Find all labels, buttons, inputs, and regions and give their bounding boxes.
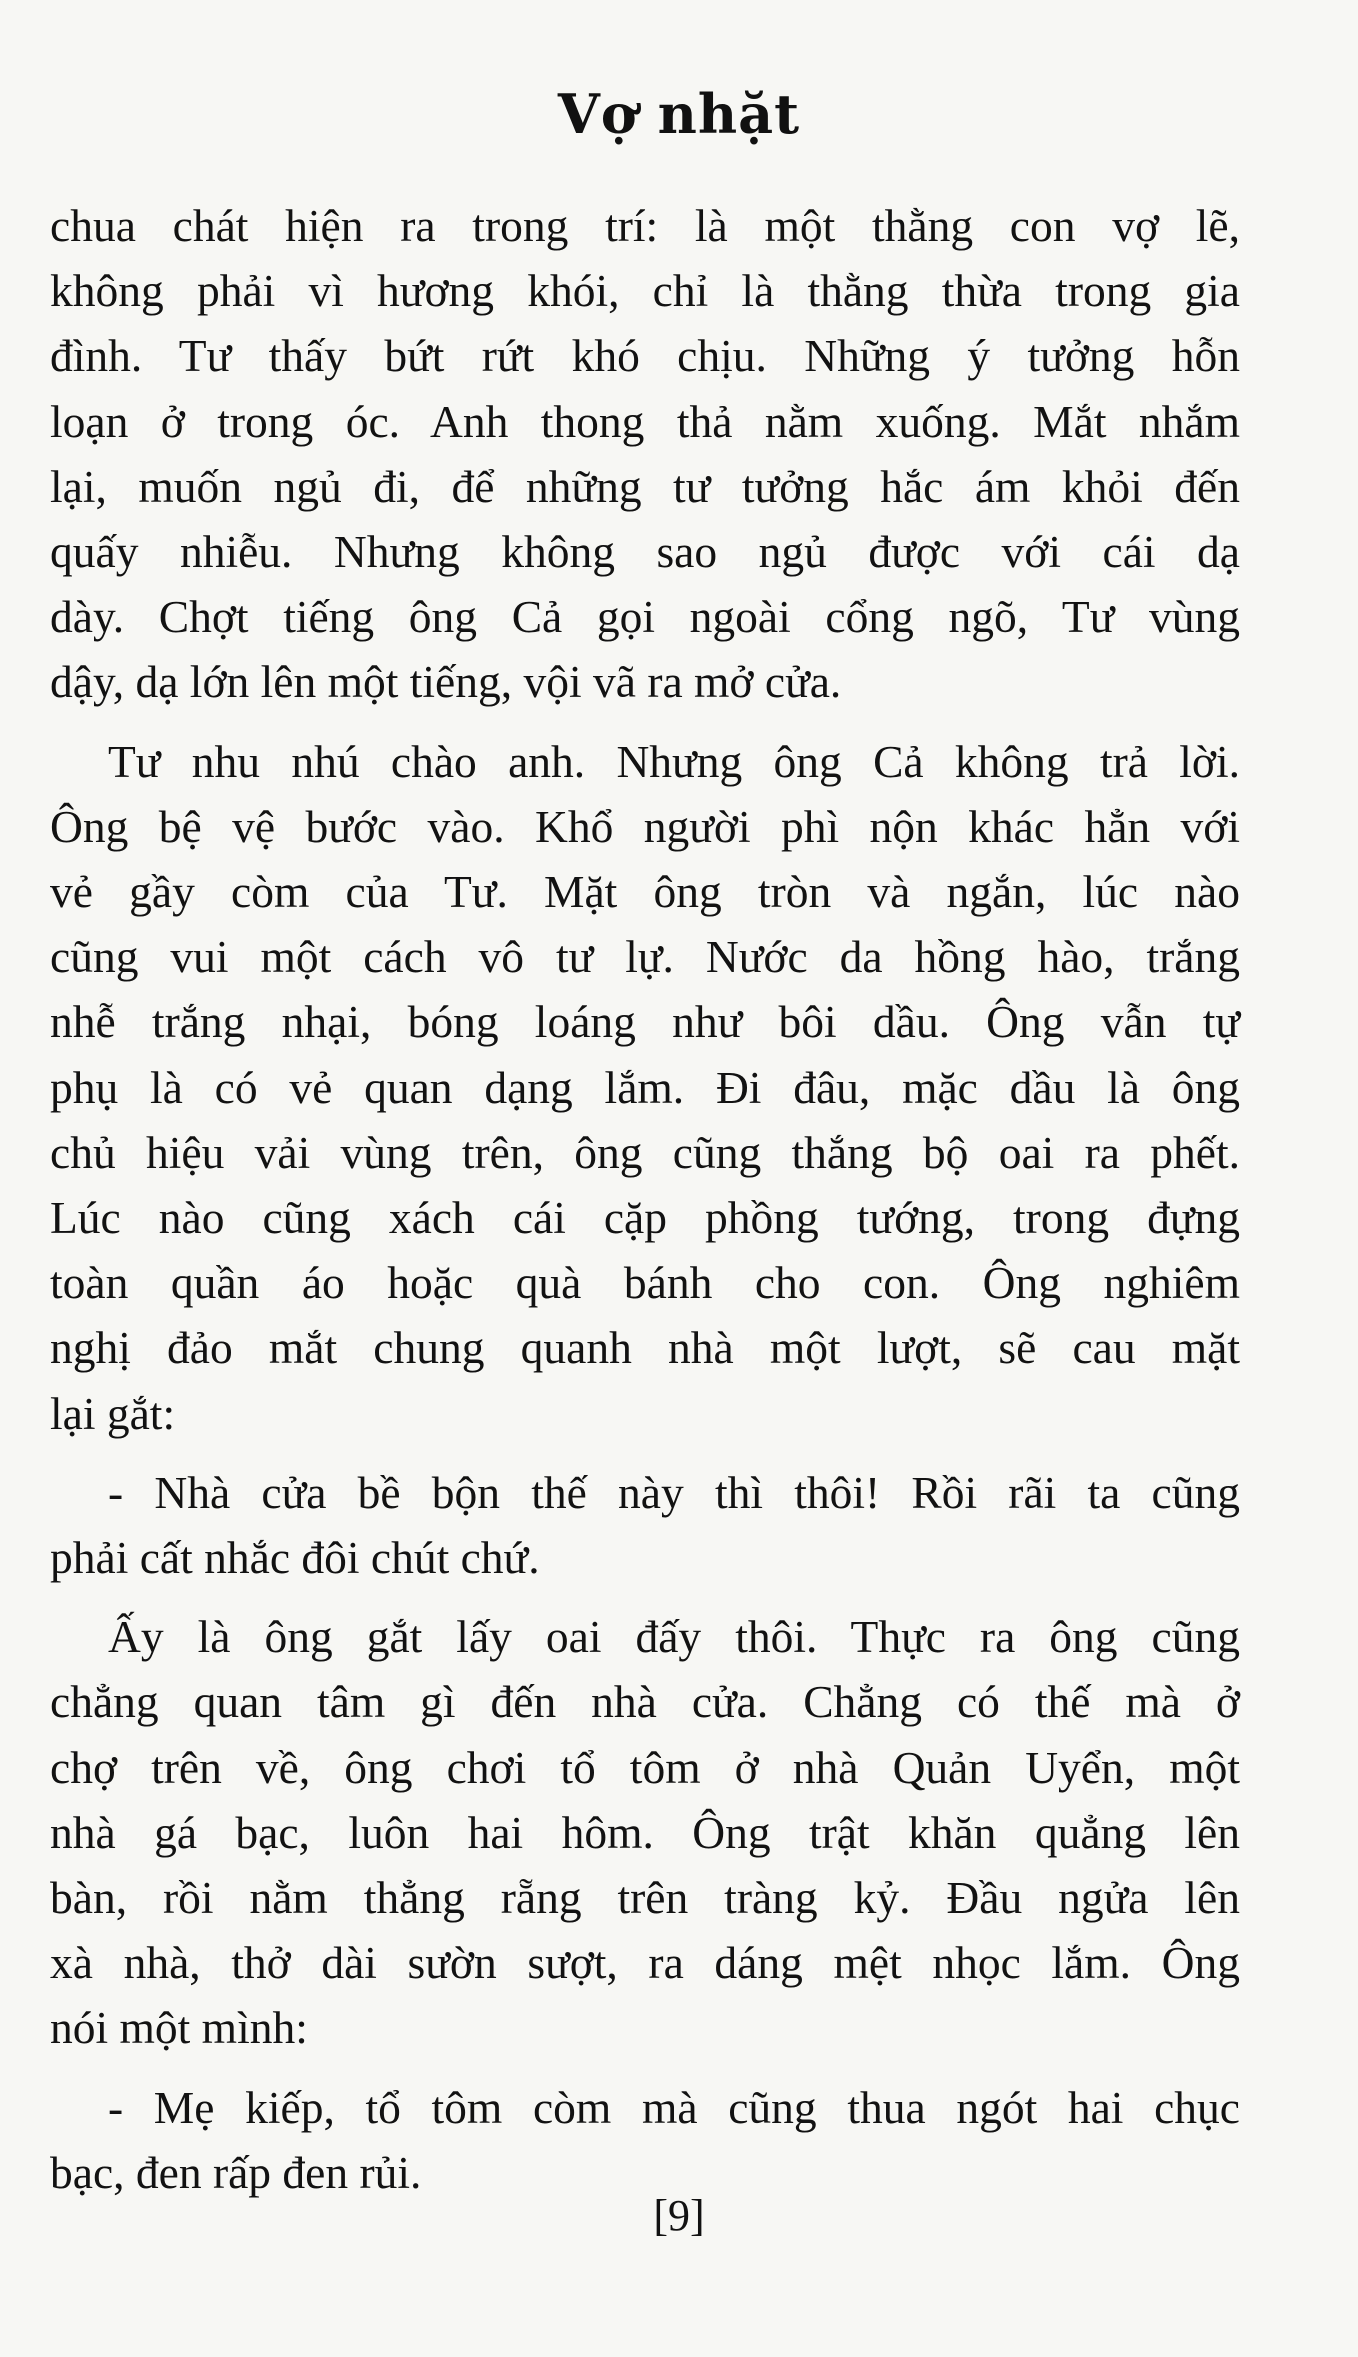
text-line: Ấy là ông gắt lấy oai đấy thôi. Thực ra ông cũng: [108, 1611, 1240, 1663]
text-line: - Nhà cửa bề bộn thế này thì thôi! Rồi rãi ta cũng: [108, 1466, 1240, 1518]
text-line: Tư nhu nhú chào anh. Nhưng ông Cả không trả lời.: [108, 735, 1240, 787]
text-line: chủ hiệu vải vùng trên, ông cũng thắng bộ oai ra phết.: [50, 1126, 1240, 1178]
text-line: Ông bệ vệ bước vào. Khổ người phì nộn khác hẳn với: [50, 800, 1240, 852]
text-line: quấy nhiễu. Nhưng không sao ngủ được với cái dạ: [50, 526, 1240, 578]
page-number: [9]: [653, 2191, 705, 2240]
text-line: phụ là có vẻ quan dạng lắm. Đi đâu, mặc dầu là ông: [50, 1061, 1240, 1113]
paragraph-1: [50, 193, 1240, 715]
paragraph-5: [50, 2075, 1240, 2205]
paragraph-3: [50, 1460, 1240, 1590]
text-line: nói một mình:: [50, 2002, 308, 2054]
text-line: không phải vì hương khói, chỉ là thằng thừa trong gia: [50, 265, 1240, 317]
body-text: [50, 193, 1240, 2219]
paragraph-4: [50, 1604, 1240, 2060]
text-line: lại gắt:: [50, 1387, 176, 1439]
text-line: - Mẹ kiếp, tổ tôm còm mà cũng thua ngót hai chục: [108, 2081, 1240, 2133]
text-line: bàn, rồi nằm thẳng rẵng trên tràng kỷ. Đầu ngửa lên: [50, 1872, 1240, 1924]
text-line: xà nhà, thở dài sườn sượt, ra dáng mệt nhọc lắm. Ông: [50, 1937, 1240, 1989]
text-line: đình. Tư thấy bứt rứt khó chịu. Những ý tưởng hỗn: [50, 330, 1240, 382]
text-line: lại, muốn ngủ đi, để những tư tưởng hắc ám khỏi đến: [50, 460, 1240, 512]
text-line: phải cất nhắc đôi chút chứ.: [50, 1532, 540, 1584]
text-line: chợ trên về, ông chơi tổ tôm ở nhà Quản Uyển, một: [50, 1741, 1240, 1793]
text-line: toàn quần áo hoặc quà bánh cho con. Ông nghiêm: [50, 1257, 1240, 1309]
paragraph-2: [50, 729, 1240, 1446]
text-line: loạn ở trong óc. Anh thong thả nằm xuống. Mắt nhắm: [50, 395, 1240, 447]
running-head-title: Vợ nhặt: [557, 82, 801, 146]
text-line: Lúc nào cũng xách cái cặp phồng tướng, trong đựng: [50, 1192, 1240, 1244]
text-line: nhễ trắng nhại, bóng loáng như bôi dầu. Ông vẫn tự: [50, 996, 1240, 1048]
text-line: chua chát hiện ra trong trí: là một thằng con vợ lẽ,: [50, 200, 1240, 251]
text-line: dậy, dạ lớn lên một tiếng, vội vã ra mở cửa.: [50, 656, 842, 708]
text-line: dày. Chợt tiếng ông Cả gọi ngoài cổng ngõ, Tư vùng: [50, 591, 1240, 643]
text-line: chẳng quan tâm gì đến nhà cửa. Chẳng có thế mà ở: [50, 1676, 1240, 1728]
text-line: cũng vui một cách vô tư lự. Nước da hồng hào, trắng: [50, 931, 1240, 983]
text-line: nhà gá bạc, luôn hai hôm. Ông trật khăn quẳng lên: [50, 1806, 1240, 1858]
text-line: nghị đảo mắt chung quanh nhà một lượt, sẽ cau mặt: [50, 1322, 1240, 1374]
text-line: bạc, đen rấp đen rủi.: [50, 2146, 422, 2198]
text-line: vẻ gầy còm của Tư. Mặt ông tròn và ngắn, lúc nào: [50, 866, 1240, 918]
